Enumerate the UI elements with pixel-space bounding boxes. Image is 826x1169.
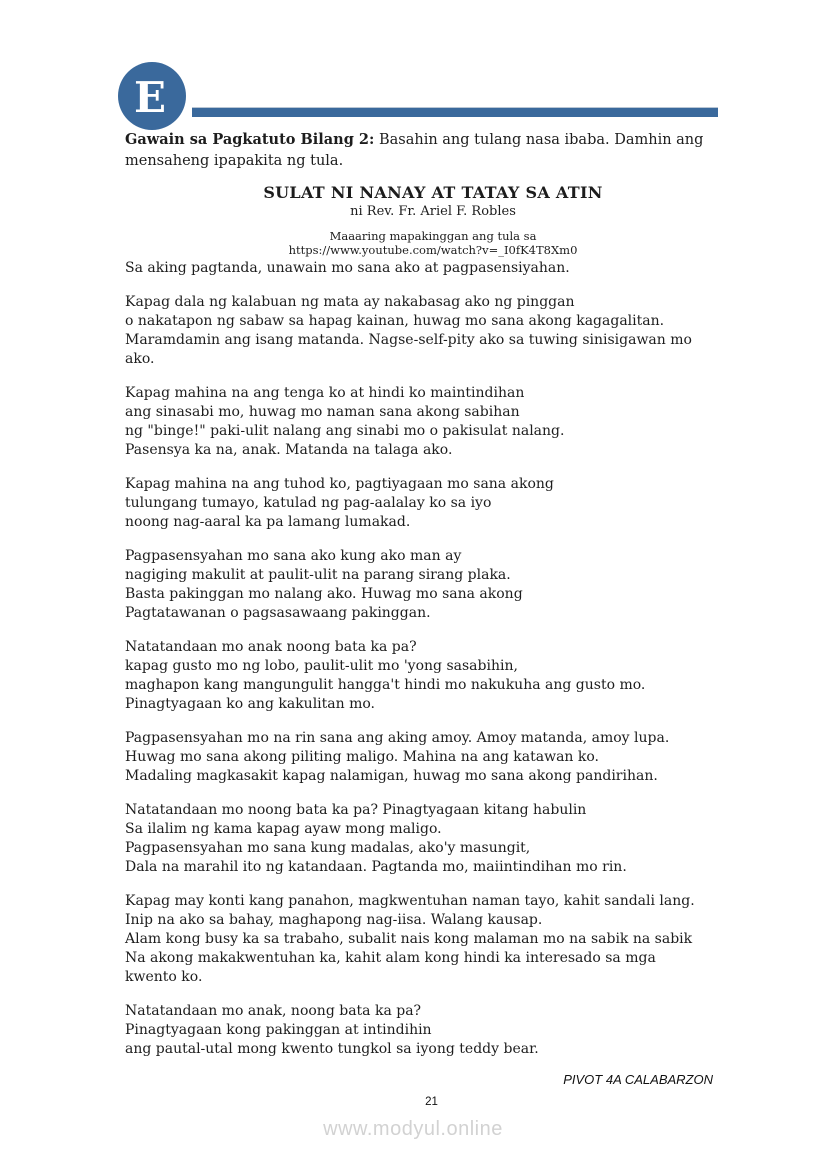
- poem-stanza: [125, 475, 765, 532]
- poem-line: ang sinasabi mo, huwag mo naman sana akong sabihan: [125, 404, 520, 420]
- poem-line: maghapon kang mangungulit hangga't hindi mo nakukuha ang gusto mo.: [125, 677, 646, 693]
- poem-line: Sa ilalim ng kama kapag ayaw mong maligo.: [125, 821, 442, 837]
- page-number: 21: [425, 1096, 438, 1108]
- activity-instruction-text: Basahin ang tulang nasa ibaba. Damhin ang mensaheng ipapakita ng tula.: [125, 132, 704, 169]
- poem-line: tulungang tumayo, katulad ng pag-aalalay ko sa iyo: [125, 495, 492, 511]
- poem-line: Basta pakinggan mo nalang ako. Huwag mo sana akong: [125, 586, 523, 602]
- poem-line: Kapag mahina na ang tuhod ko, pagtiyagaan mo sana akong: [125, 476, 554, 492]
- poem-stanza: [125, 384, 765, 460]
- poem-stanza: [125, 1002, 765, 1059]
- poem-line: Pagpasensyahan mo sana kung madalas, ako'y masungit,: [125, 840, 531, 856]
- footer-brand: PIVOT 4A CALABARZON: [563, 1072, 713, 1087]
- watermark: www.modyul.online: [323, 1118, 503, 1140]
- poem-line: Natatandaan mo anak, noong bata ka pa?: [125, 1003, 422, 1019]
- poem-body: [125, 259, 765, 1074]
- poem-line: Kapag may konti kang panahon, magkwentuhan naman tayo, kahit sandali lang.: [125, 893, 695, 909]
- poem-line: ng "binge!" paki-ulit nalang ang sinabi mo o pakisulat nalang.: [125, 423, 565, 439]
- poem-stanza: [125, 547, 765, 623]
- poem-line: ako.: [125, 351, 155, 367]
- poem-line: Pagpasensyahan mo sana ako kung ako man ay: [125, 548, 462, 564]
- poem-stanza: [125, 293, 765, 369]
- poem-line: Kapag dala ng kalabuan ng mata ay nakabasag ako ng pinggan: [125, 294, 575, 310]
- poem-stanza: [125, 729, 765, 786]
- poem-line: Natatandaan mo noong bata ka pa? Pinagtyagaan kitang habulin: [125, 802, 587, 818]
- poem-title-block: [118, 183, 748, 257]
- poem-line: Pinagtyagaan kong pakinggan at intindihin: [125, 1022, 432, 1038]
- header-rule-divider: [192, 107, 718, 117]
- poem-line: Natatandaan mo anak noong bata ka pa?: [125, 639, 417, 655]
- poem-line: Pagpasensyahan mo na rin sana ang aking amoy. Amoy matanda, amoy lupa.: [125, 730, 670, 746]
- poem-stanza: [125, 801, 765, 877]
- poem-line: Madaling magkasakit kapag nalamigan, huwag mo sana akong pandirihan.: [125, 768, 658, 784]
- poem-line: o nakatapon ng sabaw sa hapag kainan, huwag mo sana akong kagagalitan.: [125, 313, 665, 329]
- poem-line: Pinagtyagaan ko ang kakulitan mo.: [125, 696, 375, 712]
- poem-line: ang pautal-utal mong kwento tungkol sa iyong teddy bear.: [125, 1041, 539, 1057]
- activity-label: Gawain sa Pagkatuto Bilang 2:: [125, 131, 375, 148]
- poem-line: Dala na marahil ito ng katandaan. Pagtanda mo, maiintindihan mo rin.: [125, 859, 627, 875]
- poem-line: Pasensya ka na, anak. Matanda na talaga ako.: [125, 442, 453, 458]
- listen-url: https://www.youtube.com/watch?v=_I0fK4T8Xm0: [288, 242, 578, 257]
- poem-stanza: [125, 892, 765, 987]
- poem-line: Kapag mahina na ang tenga ko at hindi ko maintindihan: [125, 385, 525, 401]
- poem-line: Na akong makakwentuhan ka, kahit alam kong hindi ka interesado sa mga: [125, 950, 656, 966]
- poem-line: Maramdamin ang isang matanda. Nagse-self-pity ako sa tuwing sinisigawan mo: [125, 332, 692, 348]
- poem-line: kapag gusto mo ng lobo, paulit-ulit mo 'yong sasabihin,: [125, 658, 518, 674]
- poem-line: Alam kong busy ka sa trabaho, subalit nais kong malaman mo na sabik na sabik: [125, 931, 693, 947]
- activity-instruction: [125, 129, 725, 172]
- listen-note-text: Maaaring mapakinggan ang tula sa: [329, 229, 537, 243]
- e-badge-letter: E: [133, 73, 166, 122]
- poem-line: Inip na ako sa bahay, maghapong nag-iisa. Walang kausap.: [125, 912, 543, 928]
- e-badge-icon: [118, 62, 186, 130]
- poem-line: Sa aking pagtanda, unawain mo sana ako at pagpasensiyahan.: [125, 260, 570, 276]
- poem-line: kwento ko.: [125, 969, 203, 985]
- poem-line: Huwag mo sana akong piliting maligo. Mahina na ang katawan ko.: [125, 749, 599, 765]
- poem-author: ni Rev. Fr. Ariel F. Robles: [350, 204, 516, 219]
- poem-line: noong nag-aaral ka pa lamang lumakad.: [125, 514, 411, 530]
- poem-line: nagiging makulit at paulit-ulit na parang sirang plaka.: [125, 567, 511, 583]
- poem-stanza: [125, 638, 765, 714]
- poem-line: Pagtatawanan o pagsasawaang pakinggan.: [125, 605, 431, 621]
- poem-title: SULAT NI NANAY AT TATAY SA ATIN: [263, 183, 603, 202]
- poem-stanza: [125, 259, 765, 278]
- listen-note: [118, 230, 748, 257]
